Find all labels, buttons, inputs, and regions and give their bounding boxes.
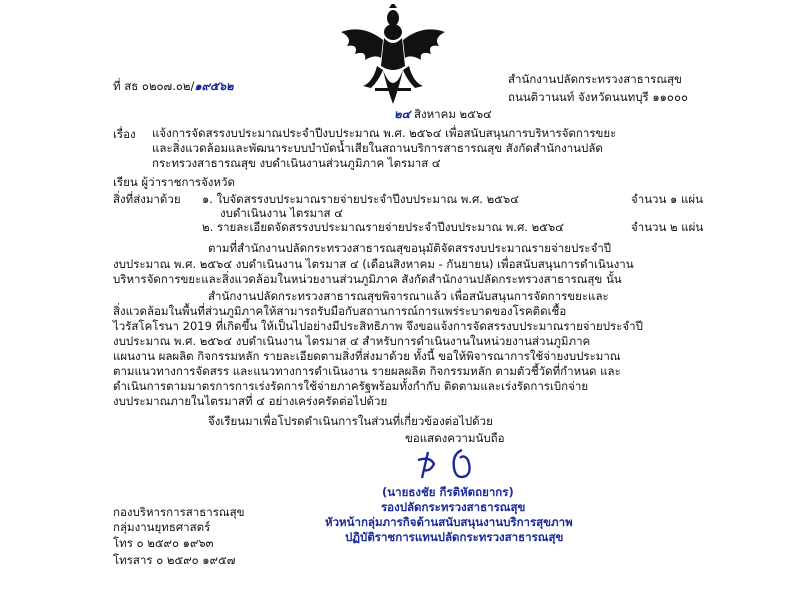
enclosure-2-line-1: ๒. รายละเอียดจัดสรรงบประมาณรายจ่ายประจำปีงบประมาณ พ.ศ. ๒๕๖๔ [202,220,564,234]
closing-request: จึงเรียนมาเพื่อโปรดดำเนินการในส่วนที่เกี่ยวข้องต่อไปด้วย [208,414,493,428]
footer-department: กองบริหารการสาธารณสุข [113,505,245,519]
para2-line-3: ไวรัสโคโรนา 2019 ที่เกิดขึ้น ให้เป็นไปอย่างมีประสิทธิภาพ จึงขอแจ้งการจัดสรรงบประมาณรายจ่ายประจำปี [113,319,643,333]
subject-line-2: และสิ่งแวดล้อมและพัฒนาระบบบำบัดน้ำเสียในสถานบริการสาธารณสุข สังกัดสำนักงานปลัด [152,141,603,155]
para2-line-4: งบประมาณ พ.ศ. ๒๕๖๔ งบดำเนินงาน ไตรมาส ๔ สำหรับการดำเนินงานในหน่วยงานส่วนภูมิภาค [113,334,591,348]
para2-line-5: แผนงาน ผลผลิต กิจกรรมหลัก รายละเอียดตามสิ่งที่ส่งมาด้วย ทั้งนี้ ขอให้พิจารณาการใช้จ่ายงบประมาณ [113,349,621,363]
footer-telephone: โทร ๐ ๒๕๙๐ ๑๙๖๓ [113,536,214,550]
signatory-title-1: รองปลัดกระทรวงสาธารณสุข [381,500,526,514]
document-number-handwritten: ๑๙๕๖๒ [194,79,234,93]
para2-line-6: ตามแนวทางการจัดสรร และแนวทางการดำเนินงาน รายผลผลิต กิจกรรมหลัก ตามตัวชี้วัดที่กำหนด และ [113,364,621,378]
org-line-1: สำนักงานปลัดกระทรวงสาธารณสุข [508,72,682,86]
recipient [113,174,235,192]
recipient-value: ผู้ว่าราชการจังหวัด [141,175,235,189]
footer-fax: โทรสาร ๐ ๒๕๙๐ ๑๙๕๗ [113,553,236,567]
subject-line-3: กระทรวงสาธารณสุข งบดำเนินงานส่วนภูมิภาค ไตรมาส ๔ [152,156,441,170]
enclosure-1-line-1: ๑. ใบจัดสรรงบประมาณรายจ่ายประจำปีงบประมาณ พ.ศ. ๒๕๖๔ [202,192,519,206]
enclosures-label: สิ่งที่ส่งมาด้วย [113,192,181,206]
enclosure-1-quantity: จำนวน ๑ แผ่น [631,192,703,206]
signatory-title-2: หัวหน้ากลุ่มภารกิจด้านสนับสนุนงานบริการสุขภาพ [325,515,573,529]
para2-line-1: สำนักงานปลัดกระทรวงสาธารณสุขพิจารณาแล้ว เพื่อสนับสนุนการจัดการขยะและ [208,289,609,303]
enclosure-2-quantity: จำนวน ๒ แผ่น [631,220,704,234]
signature-icon [400,446,520,486]
date-month-year: สิงหาคม ๒๕๖๔ [413,107,492,121]
document-number-label: ที่ สธ ๐๒๐๗.๐๒/ [113,79,195,93]
closing: ขอแสดงความนับถือ [405,431,505,445]
letter-date [394,106,492,124]
subject-line-1: แจ้งการจัดสรรงบประมาณประจำปีงบประมาณ พ.ศ. ๒๕๖๔ เพื่อสนับสนุนการบริหารจัดการขยะ [152,126,617,140]
para2-line-8: งบประมาณภายในไตรมาสที่ ๔ อย่างเคร่งครัดต่อไปด้วย [113,394,388,408]
para1-line-2: งบประมาณ พ.ศ. ๒๕๖๔ งบดำเนินงาน ไตรมาส ๔ (เดือนสิงหาคม - กันยายน) เพื่อสนับสนุนการดำเนินงาน [113,257,634,271]
signatory-title-3: ปฏิบัติราชการแทนปลัดกระทรวงสาธารณสุข [345,530,564,544]
garuda-emblem-icon [333,4,453,114]
subject-label: เรื่อง [113,127,136,141]
para1-line-1: ตามที่สำนักงานปลัดกระทรวงสาธารณสุขอนุมัติจัดสรรงบประมาณรายจ่ายประจำปี [208,241,612,255]
date-day-handwritten: ๒๔ [394,107,411,121]
footer-group: กลุ่มงานยุทธศาสตร์ [113,520,211,534]
para2-line-7: ดำเนินการตามมาตรการการเร่งรัดการใช้จ่ายภาครัฐพร้อมทั้งกำกับ ติดตามและเร่งรัดการเบิกจ่าย [113,379,589,393]
org-line-2: ถนนติวานนท์ จังหวัดนนทบุรี ๑๑๐๐๐ [508,90,688,104]
recipient-label: เรียน [113,175,138,189]
enclosure-1-line-2: งบดำเนินงาน ไตรมาส ๔ [220,206,343,220]
signatory-name: (นายธงชัย กีรติหัตถยากร) [382,485,514,499]
document-number [113,78,234,96]
para2-line-2: สิ่งแวดล้อมในพื้นที่ส่วนภูมิภาคให้สามารถรับมือกับสถานการณ์การแพร่ระบาดของโรคติดเชื้อ [113,304,567,318]
para1-line-3: บริหารจัดการขยะและสิ่งแวดล้อมในหน่วยงานส่วนภูมิภาค สังกัดสำนักงานปลัดกระทรวงสาธารณสุข นั้น [113,272,622,286]
